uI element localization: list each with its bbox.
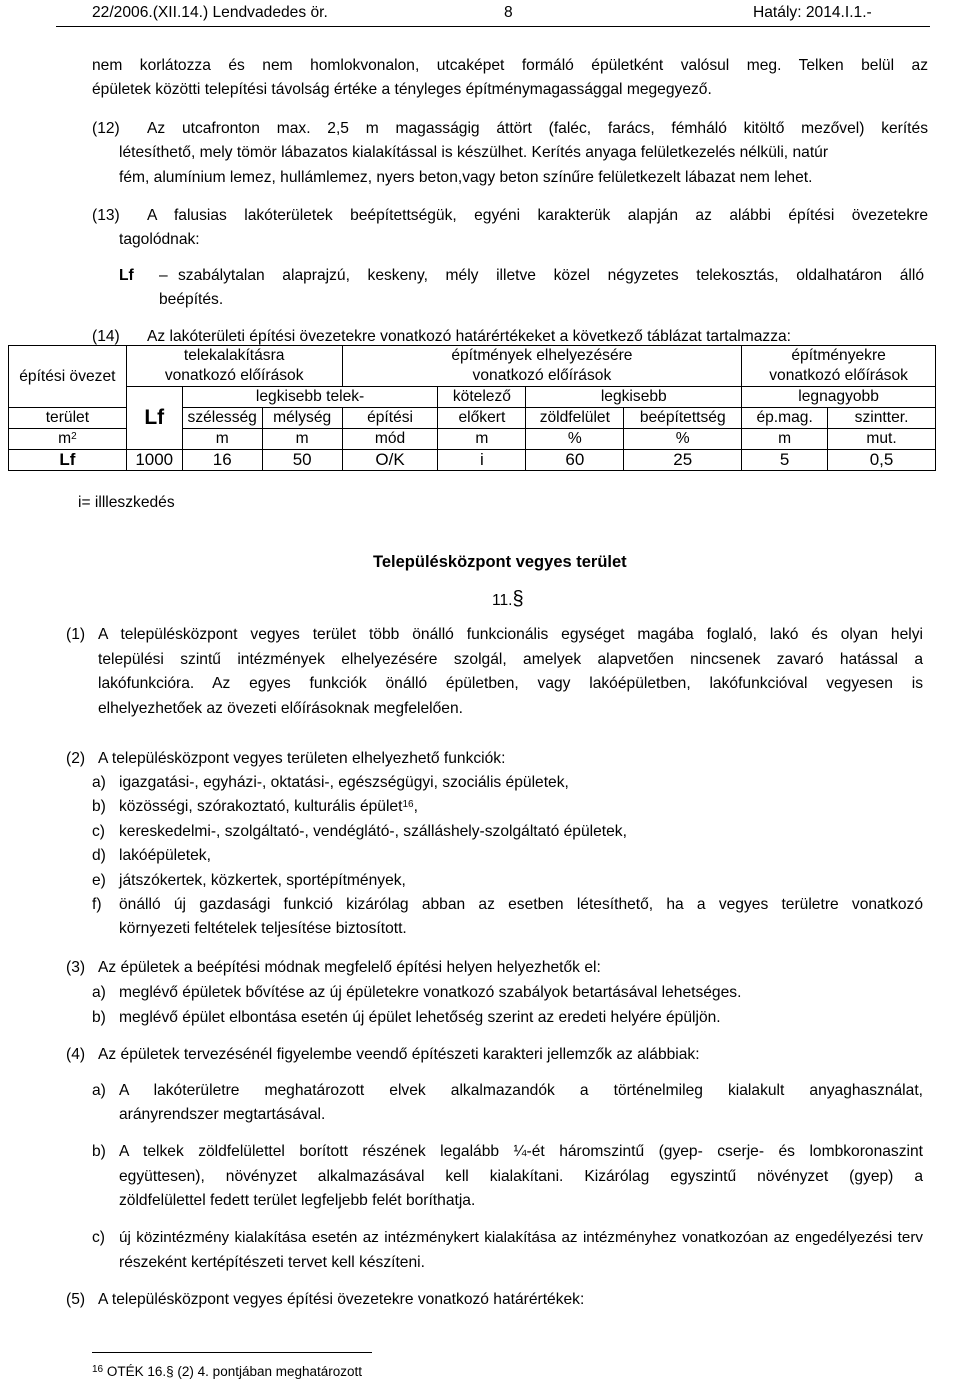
s1-line: lakófunkcióra. Az egyes funkciók önálló épületben, vagy lakóépületben, lakófunkcióval vegyesen is [98,675,923,692]
group-header-building: építményekre vonatkozó előírások [742,346,936,387]
table-cell: 5 [742,450,828,471]
para-14-text: Az lakóterületi építési övezetekre vonatkozó határértékeket a következő táblázat tartalmazza: [147,328,792,345]
col-green: zöldfelület [526,408,624,429]
footnote-ref[interactable]: 16 [402,799,414,810]
unit-width: m [182,429,262,450]
unit-floor: mut. [828,429,936,450]
table-cell: 50 [262,450,342,471]
s3-text: Az épületek a beépítési módnak megfelelő építési helyen helyezhetők el: [98,959,601,976]
s5-number: (5) [66,1291,86,1308]
s3-number: (3) [66,959,86,976]
unit-area: $m^2$ [9,429,127,450]
group-header-placement: építmények elhelyezésére vonatkozó előírások [342,346,742,387]
header-rule [56,26,930,27]
list-label: b) [92,1009,106,1026]
col-height: ép.mag. [742,408,828,429]
header-validity: Hatály: 2014.I.1.- [753,4,872,21]
header-page-number: 8 [504,4,513,21]
list-label: e) [92,872,106,889]
footnote-rule [92,1352,372,1353]
unit-built: % [624,429,742,450]
s3-item-b: meglévő épület elbontása esetén új épület lehetőség szerint az eredeti helyére épüljön. [119,1009,721,1026]
zone-limits-table [8,345,936,471]
col-area: terület [9,408,127,429]
s4-number: (4) [66,1046,86,1063]
s2-text: A településközpont vegyes területen elhelyezhető funkciók: [98,750,506,767]
s4-item-b: A telkek zöldfelülettel borított részének legalább ¼-ét háromszintű (gyep- cserje- és lombkoronaszint [119,1143,923,1160]
unit-height: m [742,429,828,450]
subheader-min-plot: legkisebb telek- [182,387,438,408]
s1-number: (1) [66,626,86,643]
list-label: b) [92,798,106,815]
group-header-plot: telekalakításra vonatkozó előírások [126,346,342,387]
list-label: a) [92,984,106,1001]
s2-number: (2) [66,750,86,767]
col-width: szélesség [182,408,262,429]
s4-item-a: arányrendszer megtartásával. [119,1106,326,1123]
para-12-number: (12) [92,120,120,137]
intro-line: nem korlátozza és nem homlokvonalon, utcaképet formáló épületként valósul meg. Telken belül az [92,57,928,74]
zone-header-cell: építési övezet [9,346,127,408]
s4-item-c: részeként kertépítészeti tervet kell készíteni. [119,1254,425,1271]
s1-line: települési szintű intézmények elhelyezésére szolgál, amelyek alapvetően nincsenek zavaró hatással a [98,651,923,668]
s2-item-b: közösségi, szórakoztató, kulturális épület$^{16}$, [119,798,418,815]
unit-depth: m [262,429,342,450]
s1-line: elhelyezhetőek az övezeti előírásoknak megfelelően. [98,700,463,717]
zone-code-lf: Lf [119,267,134,284]
table-cell: 16 [182,450,262,471]
col-floor: szintter. [828,408,936,429]
header-citation: 22/2006.(XII.14.) Lendvadedes ör. [92,4,328,21]
para-12-line: fém, alumínium lemez, hullámlemez, nyers beton,vagy beton színűre felületkezelt lábazat nem lehet. [119,169,813,186]
list-label: b) [92,1143,106,1160]
col-built: beépítettség [624,408,742,429]
section-title: Településközpont vegyes terület [373,553,627,571]
dash: – [159,267,168,284]
table-subheader-row [9,387,936,408]
col-depth: mélység [262,408,342,429]
list-label: c) [92,1229,105,1246]
s4-item-b: együttesen), növényzet alkalmazásával kell kialakítani. Kizárólag egyszintű növényzet (gyep) a [119,1168,923,1185]
s2-item-c: kereskedelmi-, szolgáltató-, vendéglátó-, szálláshely-szolgáltató épületek, [119,823,627,840]
para-13-number: (13) [92,207,120,224]
subheader-min: legkisebb [526,387,742,408]
col-mode: építési [342,408,438,429]
s4-item-b: zöldfelülettel fedett terület legfeljebb felét boríthatja. [119,1192,476,1209]
unit-front: m [438,429,526,450]
s4-text: Az épületek tervezésénél figyelembe veendő építészeti karakteri jellemzők az alábbiak: [98,1046,700,1063]
para-14-number: (14) [92,328,120,345]
zone-code-cell: Lf [126,387,182,450]
table-data-row [9,450,936,471]
table-cell: Lf [9,450,127,471]
list-label: a) [92,774,106,791]
s2-item-f: környezeti feltételek teljesítése biztosított. [119,920,407,937]
s2-item-d: lakóépületek, [119,847,211,864]
table-cell: 25 [624,450,742,471]
s3-item-a: meglévő épületek bővítése az új épületekre vonatkozó szabályok betartásával lehetséges. [119,984,742,1001]
list-label: d) [92,847,106,864]
zone-definition-line: beépítés. [159,291,224,308]
s4-item-c: új közintézmény kialakítása esetén az intézménykert kialakítása az intézményhez vonatkozóan az engedélyezési terv [119,1229,923,1246]
s1-line: A településközpont vegyes terület több önálló funkcionális egységet magába foglaló, lakó és olyan helyi [98,626,923,643]
para-13-line: tagolódnak: [119,231,200,248]
list-label: a) [92,1082,106,1099]
table-header-row [9,346,936,387]
s2-item-a: igazgatási-, egyházi-, oktatási-, egészségügyi, szociális épületek, [119,774,569,791]
zone-definition-line: szabálytalan alaprajzú, keskeny, mély illetve közel négyzetes telekosztás, oldalhatáron álló [178,267,924,284]
s2-item-f: önálló új gazdasági funkció kizárólag abban az esetben létesíthető, ha a vegyes területre vonatkozó [119,896,923,913]
list-label: f) [92,896,102,913]
subheader-mandatory: kötelező [438,387,526,408]
subheader-max: legnagyobb [742,387,936,408]
list-label: c) [92,823,105,840]
table-cell: 60 [526,450,624,471]
s4-item-a: A lakóterületre meghatározott elvek alkalmazandók a történelmileg kialakult anyaghasználat, [119,1082,923,1099]
unit-green: % [526,429,624,450]
unit-mode: mód [342,429,438,450]
section-paragraph-number: 11.§ [492,588,524,610]
intro-line: épületek közötti telepítési távolság értéke a tényleges építménymagassággal megegyező. [92,81,712,98]
s2-item-e: játszókertek, közkertek, sportépítmények, [119,872,406,889]
col-front: előkert [438,408,526,429]
table-cell: 0,5 [828,450,936,471]
para-13-line: A falusias lakóterületek beépítettségük, egyéni karakterük alapján az alábbi építési övezetekre [147,207,928,224]
para-12-line: létesíthető, mely tömör lábazatos kialakítással is készülhet. Kerítés anyaga felületkezelés nélküli, natúr [119,144,829,161]
table-cell: i [438,450,526,471]
footnote: $^{16}$ OTÉK 16.§ (2) 4. pontjában meghatározott [92,1364,363,1379]
table-cell: O/K [342,450,438,471]
table-note: i= illleszkedés [78,494,175,511]
s5-text: A településközpont vegyes építési övezetekre vonatkozó határértékek: [98,1291,585,1308]
para-12-line: Az utcafronton max. 2,5 m magasságig áttört (faléc, farács, fémháló kitöltő mezővel) kerítés [147,120,928,137]
table-cell: 1000 [126,450,182,471]
